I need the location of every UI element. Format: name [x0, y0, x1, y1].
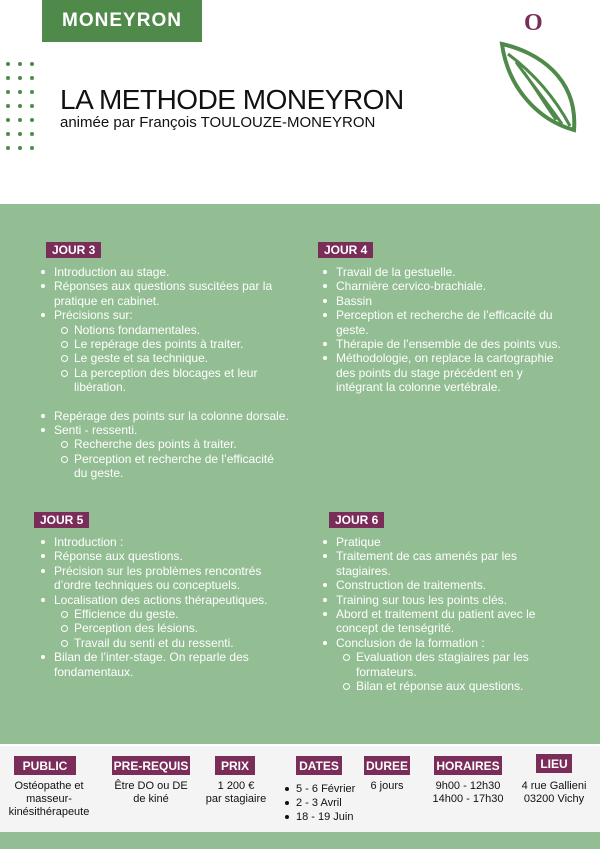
bullet-list — [322, 265, 570, 395]
list-item: Traitement de cas amenés par les stagiaires. — [322, 549, 570, 578]
info-bar — [0, 746, 600, 832]
page-title: LA METHODE MONEYRON — [60, 84, 404, 115]
day-3-list — [40, 265, 290, 481]
list-item: Introduction au stage. — [40, 265, 290, 279]
dates-heading: DATES — [296, 756, 342, 775]
prerequis-text: Être DO ou DE de kiné — [114, 780, 188, 805]
prix-heading: PRIX — [215, 756, 255, 775]
horaires-text: 9h00 - 12h30 14h00 - 17h30 — [432, 780, 504, 805]
list-item: Méthodologie, on replace la cartographie des points du stage précédent en y intégrant la colonne vertébrale. — [322, 351, 570, 394]
sub-list-item: La perception des blocages et leur libération. — [60, 366, 290, 395]
prix-text: 1 200 € par stagiaire — [205, 780, 267, 805]
public-heading: PUBLIC — [14, 756, 76, 775]
sub-list-item: Evaluation des stagiaires par les formateurs. — [342, 650, 570, 679]
sub-list-item: Recherche des points à traiter. — [60, 437, 290, 451]
list-item: Réponse aux questions. — [40, 549, 290, 563]
list-item: Senti - ressenti. — [40, 423, 290, 437]
footer-strip — [0, 832, 600, 849]
list-item: Abord et traitement du patient avec le concept de tenségrité. — [322, 607, 570, 636]
duree-heading: DUREE — [364, 756, 410, 775]
program-panel — [0, 204, 600, 744]
list-item: Précisions sur: — [40, 308, 290, 322]
list-item: Construction de traitements. — [322, 578, 570, 592]
lieu-heading: LIEU — [536, 754, 572, 773]
prerequis-heading: PRE-REQUIS — [112, 756, 190, 775]
sub-list-item: Perception des lésions. — [60, 621, 290, 635]
day-badge: JOUR 6 — [329, 512, 384, 528]
dot-grid-decoration — [0, 62, 40, 152]
day-4-list — [322, 265, 570, 395]
day-5-list — [40, 535, 290, 679]
sub-list-item: Perception et recherche de l’efficacité du geste. — [60, 452, 290, 481]
dates-list: 5 - 6 Février 2 - 3 Avril 18 - 19 Juin — [284, 782, 364, 824]
list-item: Travail de la gestuelle. — [322, 265, 570, 279]
list-item: Repérage des points sur la colonne dorsale. — [40, 409, 290, 423]
list-item: Conclusion de la formation : — [322, 636, 570, 650]
page-subtitle: animée par François TOULOUZE-MONEYRON — [60, 114, 376, 131]
lieu-text: 4 rue Gallieni 03200 Vichy — [521, 780, 587, 805]
list-item: Introduction : — [40, 535, 290, 549]
sub-list-item: Le geste et sa technique. — [60, 351, 290, 365]
svg-text:O: O — [524, 10, 543, 36]
day-badge: JOUR 5 — [34, 512, 89, 528]
list-item: Réponses aux questions suscitées par la pratique en cabinet. — [40, 279, 290, 308]
list-item: Charnière cervico-brachiale. — [322, 279, 570, 293]
day-6-list — [322, 535, 570, 693]
list-item: Bassin — [322, 294, 570, 308]
list-item: Précision sur les problèmes rencontrés d’ordre techniques ou conceptuels. — [40, 564, 290, 593]
sub-list-item: Notions fondamentales. — [60, 323, 290, 337]
sub-list-item: Efficience du geste. — [60, 607, 290, 621]
leaf-logo-icon — [498, 8, 582, 134]
bullet-list — [322, 535, 570, 693]
brand-tag: MONEYRON — [42, 0, 202, 42]
list-item: Perception et recherche de l’efficacité du geste. — [322, 308, 570, 337]
duree-text: 6 jours — [370, 780, 404, 792]
sub-list-item: Bilan et réponse aux questions. — [342, 679, 570, 693]
day-badge: JOUR 3 — [46, 242, 101, 258]
sub-list-item: Le repérage des points à traiter. — [60, 337, 290, 351]
day-badge: JOUR 4 — [318, 242, 373, 258]
sub-list-item: Travail du senti et du ressenti. — [60, 636, 290, 650]
list-item: Thérapie de l’ensemble de des points vus. — [322, 337, 570, 351]
public-text: Ostéopathe et masseur- kinésithérapeute — [8, 780, 90, 818]
horaires-heading: HORAIRES — [434, 756, 502, 775]
list-item: Training sur tous les points clés. — [322, 593, 570, 607]
bullet-list — [40, 265, 290, 481]
list-item: Bilan de l’inter-stage. On reparle des fondamentaux. — [40, 650, 290, 679]
bullet-list — [40, 535, 290, 679]
list-item: Pratique — [322, 535, 570, 549]
list-item: Localisation des actions thérapeutiques. — [40, 593, 290, 607]
